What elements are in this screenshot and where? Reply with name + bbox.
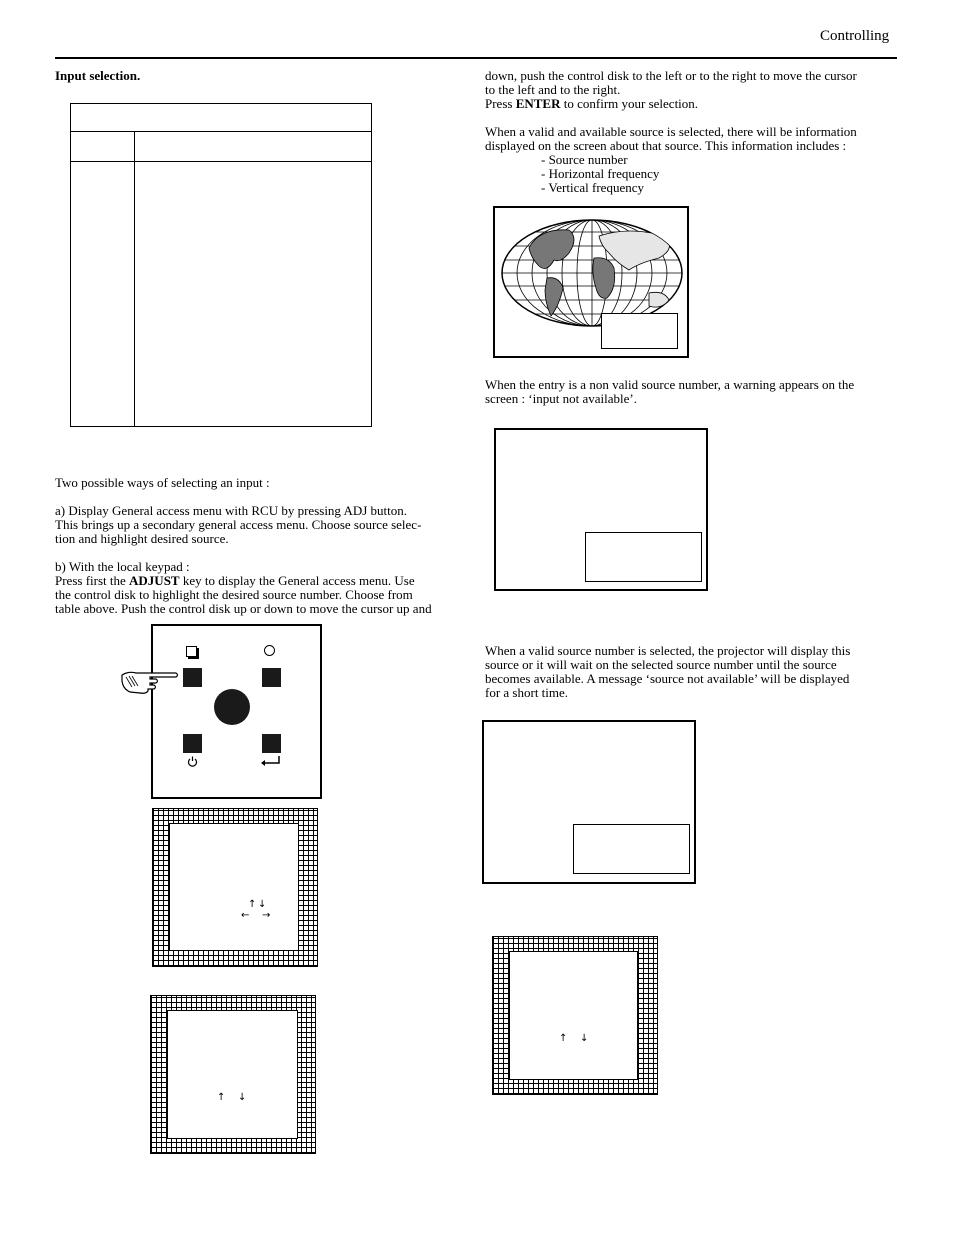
enter-instruction <box>485 97 698 111</box>
info-list <box>541 153 659 195</box>
circle-icon <box>264 645 275 656</box>
valid-info-text: When a valid and available source is selected, there will be information displayed on the screen about that source. This information includes : <box>485 124 857 153</box>
section-title: Controlling <box>820 28 890 44</box>
local-keypad <box>151 624 322 799</box>
pointing-hand-icon <box>120 667 180 695</box>
warning-box <box>585 532 702 582</box>
option-b-rest: the control disk to highlight the desired source number. Choose from table above. Push the control disk up or down to move the cursor up and <box>55 587 432 616</box>
enter-icon <box>261 756 281 766</box>
enter-key[interactable] <box>262 734 281 753</box>
menu-square-icon <box>186 646 197 657</box>
arrow-down-icon: ↓ <box>238 1092 247 1103</box>
option-b-title: b) With the local keypad : <box>55 559 190 574</box>
option-b-line1 <box>55 574 475 588</box>
menu-window <box>167 1010 298 1139</box>
adjust-key[interactable] <box>183 668 202 687</box>
header-rule <box>55 57 897 59</box>
enter-pre: Press <box>485 96 516 111</box>
enter-key-top[interactable] <box>262 668 281 687</box>
intro-text: Two possible ways of selecting an input : <box>55 475 270 490</box>
info-item-source-number: - Source number <box>541 152 628 167</box>
enter-post: to confirm your selection. <box>560 96 699 111</box>
source-not-available-screen <box>482 720 696 884</box>
info-item-vertical-frequency: - Vertical frequency <box>541 180 644 195</box>
table-header-rule <box>71 131 371 132</box>
control-disk-icon[interactable] <box>214 689 250 725</box>
invalid-source-text: When the entry is a non valid source number, a warning appears on the screen : ‘input not available’. <box>485 377 855 406</box>
arrow-right-icon: → <box>262 910 271 921</box>
menu-screen-two-arrows <box>150 995 316 1154</box>
arrow-up-icon: ↑ <box>248 899 257 910</box>
menu-window <box>509 951 638 1080</box>
table-subheader-rule <box>71 161 371 162</box>
menu-window <box>169 823 299 951</box>
standby-key[interactable] <box>183 734 202 753</box>
option-b-pre: Press first the <box>55 573 130 588</box>
continued-text: down, push the control disk to the left or to the right to move the cursor to the left and to the right. <box>485 68 857 97</box>
option-a-text: a) Display General access menu with RCU by pressing ADJ button. This brings up a secondary general access menu. Choose source selec- tion and highlight desired source. <box>55 503 422 546</box>
world-map-graphic <box>499 218 685 328</box>
table-column-divider <box>134 131 135 426</box>
source-table <box>70 103 372 427</box>
option-b-post: key to display the General access menu. Use <box>179 573 415 588</box>
arrow-down-icon: ↓ <box>580 1033 589 1044</box>
source-info-box <box>601 313 678 349</box>
menu-screen-four-arrows <box>152 808 318 967</box>
input-not-available-screen <box>494 428 708 591</box>
source-select-screen <box>492 936 658 1095</box>
power-icon <box>187 756 198 767</box>
message-box <box>573 824 690 874</box>
arrow-down-icon: ↓ <box>258 899 267 910</box>
arrow-up-icon: ↑ <box>559 1033 568 1044</box>
info-item-horizontal-frequency: - Horizontal frequency <box>541 166 660 181</box>
adjust-key-label: ADJUST <box>129 573 180 588</box>
section-heading: Input selection. <box>55 68 141 83</box>
arrow-left-icon: ← <box>241 910 250 921</box>
valid-source-waiting-text: When a valid source number is selected, the projector will display this source or it will wait on the selected source number until the source becomes available. A message ‘source not available’ will be displayed for a short time. <box>485 643 851 700</box>
enter-key-label: ENTER <box>515 96 561 111</box>
source-info-screen <box>493 206 689 358</box>
arrow-up-icon: ↑ <box>217 1092 226 1103</box>
